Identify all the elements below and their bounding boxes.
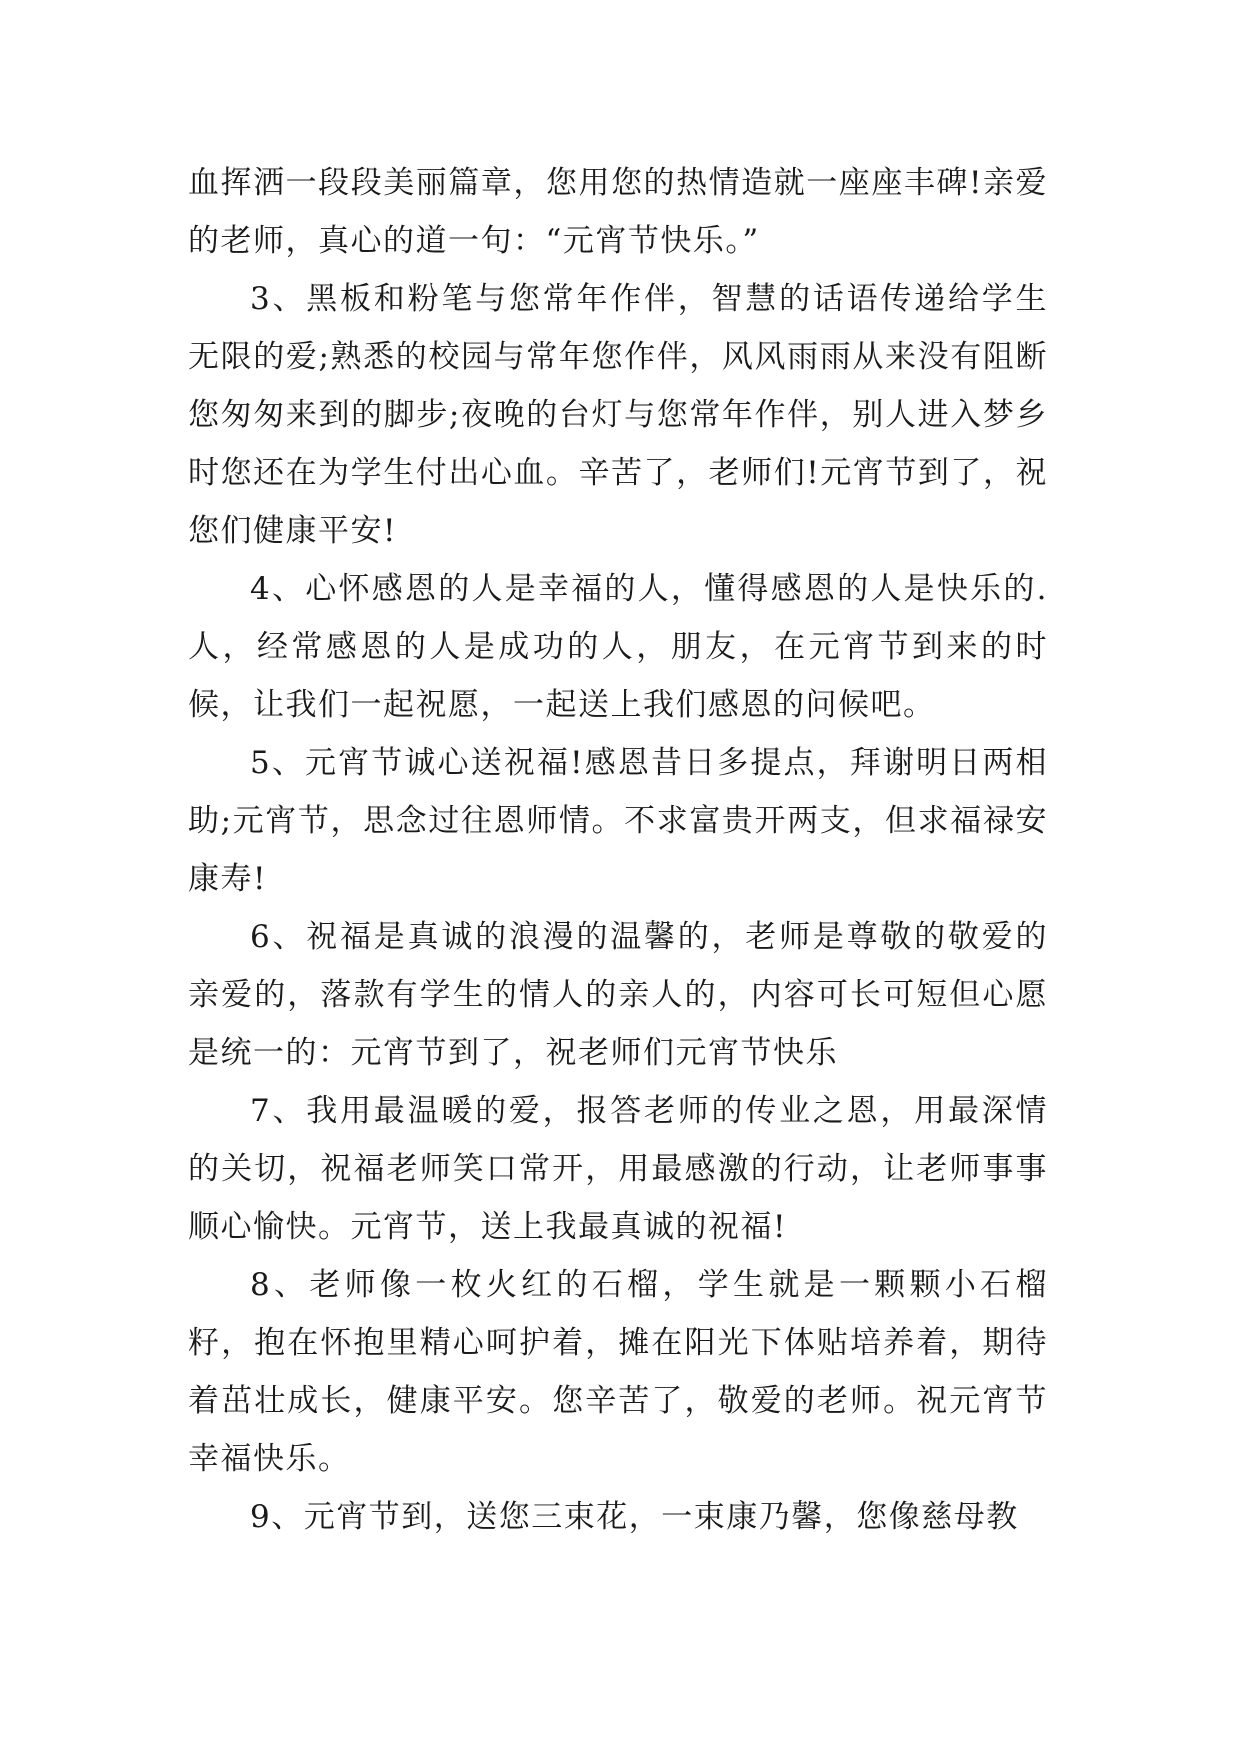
document-body (188, 154, 1048, 1546)
paragraph-item-7: 7、我用最温暖的爱，报答老师的传业之恩，用最深情的关切，祝福老师笑口常开，用最感激的行动，让老师事事顺心愉快。元宵节，送上我最真诚的祝福! (188, 1093, 1048, 1245)
paragraph-item-4: 4、心怀感恩的人是幸福的人，懂得感恩的人是快乐的.人，经常感恩的人是成功的人，朋友，在元宵节到来的时候，让我们一起祝愿，一起送上我们感恩的问候吧。 (188, 571, 1048, 723)
paragraph-item-8: 8、老师像一枚火红的石榴，学生就是一颗颗小石榴籽，抱在怀抱里精心呵护着，摊在阳光下体贴培养着，期待着茁壮成长，健康平安。您辛苦了，敬爱的老师。祝元宵节幸福快乐。 (188, 1267, 1048, 1477)
paragraph-continuation: 血挥洒一段段美丽篇章，您用您的热情造就一座座丰碑!亲爱的老师，真心的道一句：“元宵节快乐。” (188, 165, 1048, 259)
paragraph-item-9: 9、元宵节到，送您三束花，一束康乃馨，您像慈母教 (250, 1499, 1019, 1535)
paragraph-item-3: 3、黑板和粉笔与您常年作伴，智慧的话语传递给学生无限的爱;熟悉的校园与常年您作伴，风风雨雨从来没有阻断您匆匆来到的脚步;夜晚的台灯与您常年作伴，别人进入梦乡时您还在为学生付出心血。辛苦了，老师们!元宵节到了，祝您们健康平安! (188, 281, 1048, 549)
paragraph-item-6: 6、祝福是真诚的浪漫的温馨的，老师是尊敬的敬爱的亲爱的，落款有学生的情人的亲人的，内容可长可短但心愿是统一的：元宵节到了，祝老师们元宵节快乐 (188, 919, 1048, 1071)
paragraph-item-5: 5、元宵节诚心送祝福!感恩昔日多提点，拜谢明日两相助;元宵节，思念过往恩师情。不求富贵开两支，但求福禄安康寿! (188, 745, 1048, 897)
